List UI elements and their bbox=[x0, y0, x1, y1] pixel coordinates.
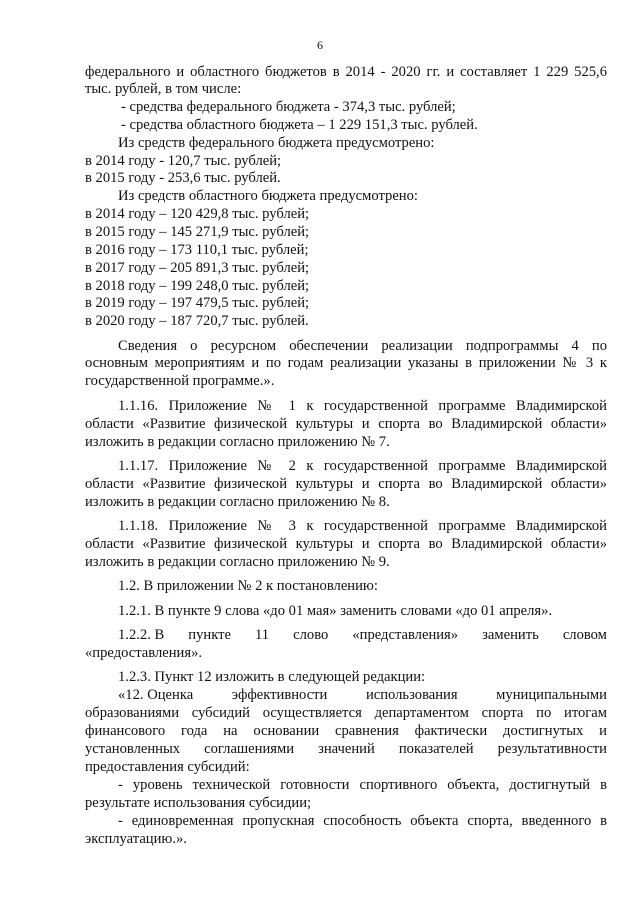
text-line: установленных соглашениями значений показателей результативности bbox=[85, 741, 607, 757]
text-line bbox=[118, 627, 607, 644]
word: 1.2.2. В bbox=[118, 627, 165, 643]
text-line: в 2015 году - 253,6 тыс. рублей. bbox=[85, 170, 281, 186]
text-line: в 2015 году – 145 271,9 тыс. рублей; bbox=[85, 224, 310, 240]
text-line: результате использования субсидии; bbox=[85, 795, 312, 811]
text-line: 1.2.3. Пункт 12 изложить в следующей редакции: bbox=[118, 669, 426, 685]
text-line: федерального и областного бюджетов в 2014 - 2020 гг. и составляет 1 229 525,6 bbox=[85, 64, 607, 80]
text-line: 1.1.16. Приложение № 1 к государственной программе Владимирской bbox=[118, 398, 607, 414]
word: эффективности bbox=[231, 687, 328, 703]
text-line: «предоставления». bbox=[85, 645, 203, 661]
text-line: образованиями субсидий осуществляется департаментом спорта по итогам bbox=[85, 705, 607, 721]
text-line: в 2014 году – 120 429,8 тыс. рублей; bbox=[85, 206, 310, 222]
text-line: эксплуатацию.». bbox=[85, 831, 187, 847]
text-line: тыс. рублей, в том числе: bbox=[85, 81, 242, 97]
text-line: - средства областного бюджета – 1 229 151,3 тыс. рублей. bbox=[121, 117, 478, 133]
text-line: - средства федерального бюджета - 374,3 тыс. рублей; bbox=[121, 99, 456, 115]
text-line: 1.1.17. Приложение № 2 к государственной программе Владимирской bbox=[118, 458, 607, 474]
text-line: в 2016 году – 173 110,1 тыс. рублей; bbox=[85, 242, 309, 258]
text-line: изложить в редакции согласно приложению № 9. bbox=[85, 554, 390, 570]
word: «12. Оценка bbox=[118, 687, 194, 703]
word: использования bbox=[365, 687, 458, 703]
text-line: основным мероприятиям и по годам реализации указаны в приложении № 3 к bbox=[85, 355, 607, 371]
text-line: в 2018 году – 199 248,0 тыс. рублей; bbox=[85, 278, 310, 294]
word: 11 bbox=[255, 627, 270, 643]
text-line: в 2017 году – 205 891,3 тыс. рублей; bbox=[85, 260, 310, 276]
text-line: государственной программе.». bbox=[85, 373, 275, 389]
text-line: изложить в редакции согласно приложению № 8. bbox=[85, 494, 390, 510]
text-line: финансового года на основании сравнения фактически достигнутых и bbox=[85, 723, 607, 739]
text-line: предоставления субсидий: bbox=[85, 759, 250, 775]
text-line: области «Развитие физической культуры и спорта во Владимирской области» bbox=[85, 536, 607, 552]
text-line: 1.2.1. В пункте 9 слова «до 01 мая» заменить словами «до 01 апреля». bbox=[118, 603, 553, 619]
text-line: области «Развитие физической культуры и спорта во Владимирской области» bbox=[85, 416, 607, 432]
word: слово bbox=[293, 627, 329, 643]
word: «представления» bbox=[352, 627, 459, 643]
word: муниципальными bbox=[496, 687, 607, 703]
text-line: в 2019 году – 197 479,5 тыс. рублей; bbox=[85, 295, 310, 311]
text-line: в 2014 году - 120,7 тыс. рублей; bbox=[85, 153, 282, 169]
word: словом bbox=[562, 627, 607, 643]
text-line: 1.1.18. Приложение № 3 к государственной программе Владимирской bbox=[118, 518, 607, 534]
text-line: Из средств федерального бюджета предусмотрено: bbox=[118, 135, 435, 151]
text-line: - единовременная пропускная способность объекта спорта, введенного в bbox=[118, 813, 607, 829]
text-line: Сведения о ресурсном обеспечении реализации подпрограммы 4 по bbox=[118, 338, 607, 354]
text-line: 1.2. В приложении № 2 к постановлению: bbox=[118, 578, 378, 594]
page-number: 6 bbox=[317, 38, 323, 52]
text-line: в 2020 году – 187 720,7 тыс. рублей. bbox=[85, 313, 309, 329]
text-line: области «Развитие физической культуры и спорта во Владимирской области» bbox=[85, 476, 607, 492]
word: заменить bbox=[482, 627, 539, 643]
text-line: Из средств областного бюджета предусмотрено: bbox=[118, 188, 418, 204]
text-line bbox=[118, 687, 607, 704]
text-line: - уровень технической готовности спортивного объекта, достигнутый в bbox=[118, 777, 607, 793]
word: пункте bbox=[188, 627, 231, 643]
text-line: изложить в редакции согласно приложению № 7. bbox=[85, 434, 390, 450]
